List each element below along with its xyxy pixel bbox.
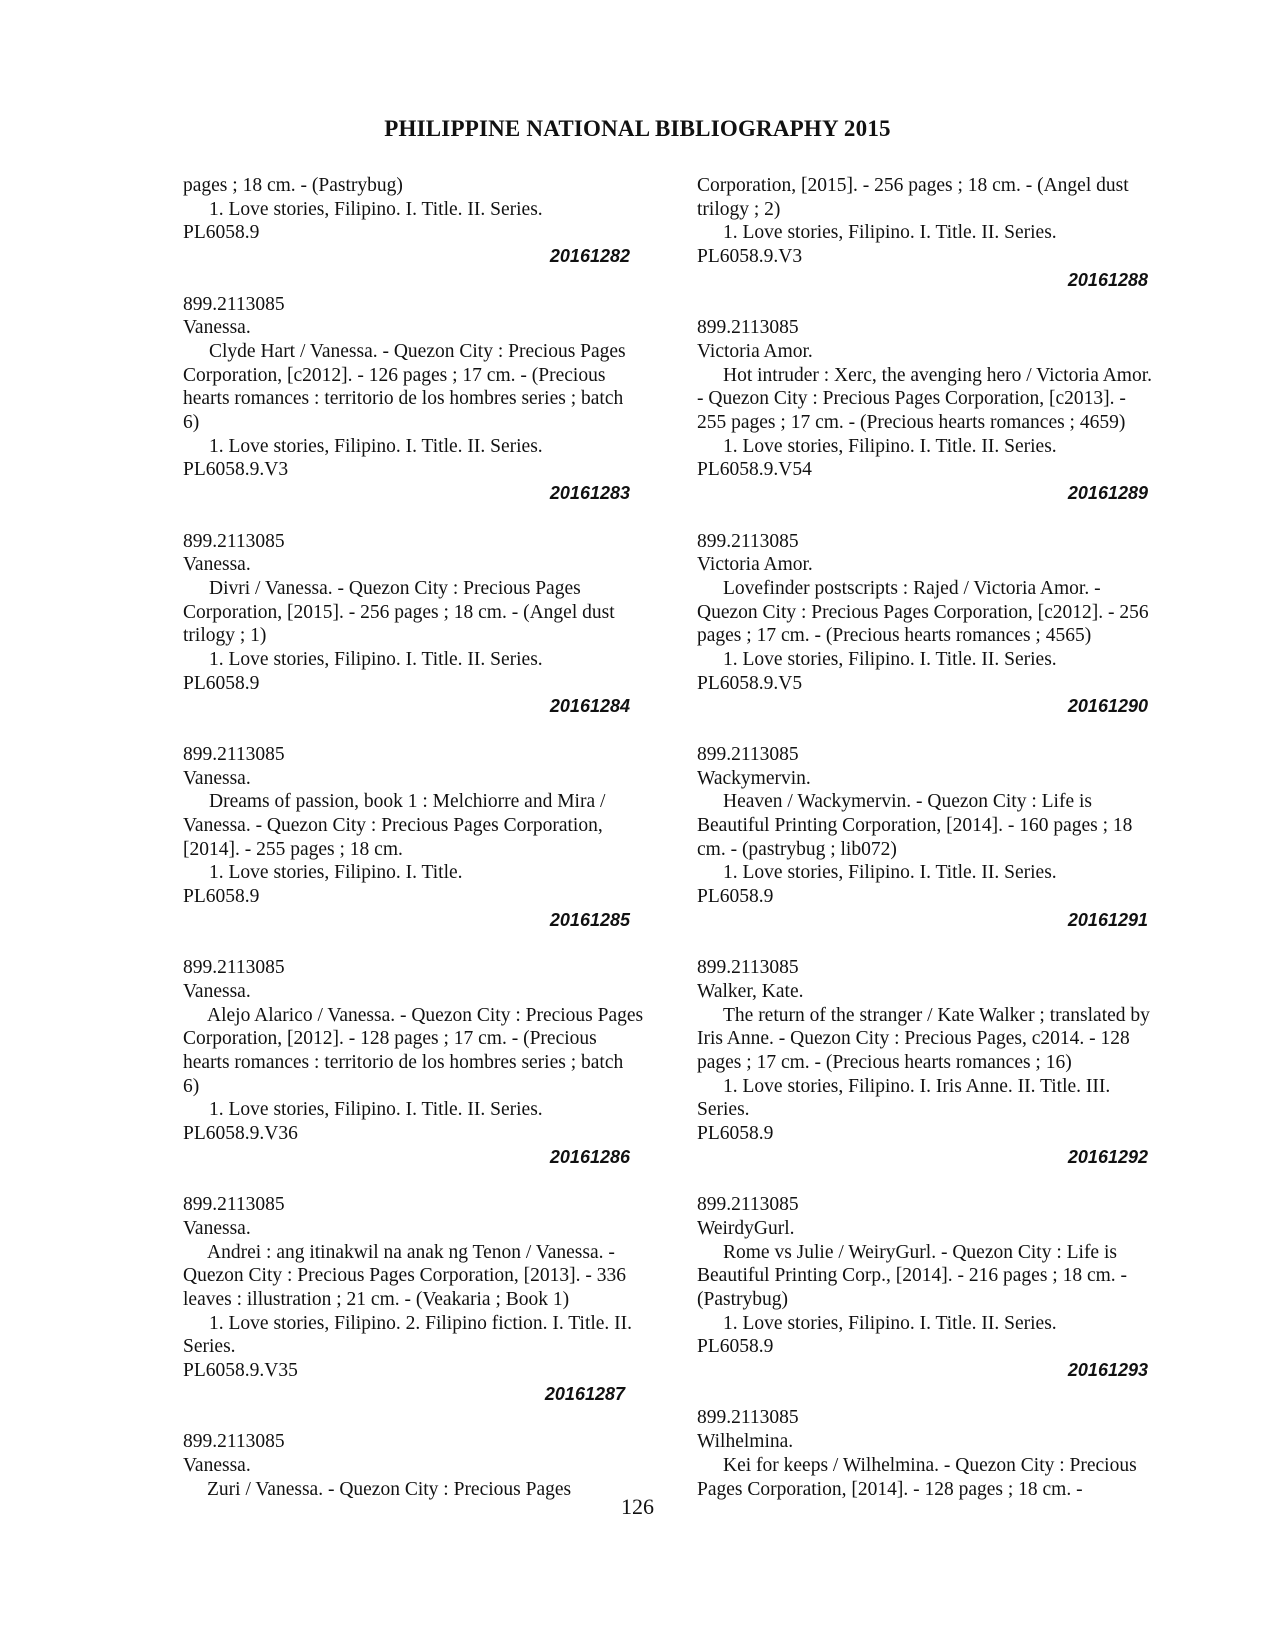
entry-call-number: PL6058.9.V54 (697, 459, 812, 481)
entry-description: Kei for keeps / Wilhelmina. - Quezon City : Precious (723, 1454, 1137, 1476)
entry-description: 6) (183, 412, 200, 434)
entry-description: Beautiful Printing Corporation, [2014]. - 160 pages ; 18 (697, 814, 1133, 836)
entry-call-number: PL6058.9.V3 (697, 246, 803, 268)
entry-classification: 899.2113085 (183, 293, 285, 315)
entry-subjects: Series. (183, 1336, 236, 1358)
entry-call-number: PL6058.9 (697, 886, 774, 908)
entry-continued (697, 174, 1192, 293)
entry-classification: 899.2113085 (183, 1194, 285, 1216)
bibliography-entry (183, 293, 668, 506)
entry-description: Quezon City : Precious Pages Corporation, [2013]. - 336 (183, 1265, 627, 1287)
entry-author: Vanessa. (183, 554, 251, 576)
entry-description: hearts romances : territorio de los hombres series ; batch (183, 1051, 624, 1073)
entry-classification: 899.2113085 (697, 317, 799, 339)
bibliography-entry (183, 743, 668, 933)
page-number: 126 (621, 1494, 654, 1519)
entry-call-number: PL6058.9 (183, 222, 260, 244)
entry-description: Andrei : ang itinakwil na anak ng Tenon / Vanessa. - (207, 1241, 615, 1263)
entry-record-number: 20161291 (1067, 909, 1148, 930)
entry-continued (183, 174, 668, 269)
entry-record-number: 20161287 (544, 1383, 625, 1404)
bibliography-entry (697, 530, 1192, 720)
entry-subjects: 1. Love stories, Filipino. I. Title. II. Series. (723, 1312, 1057, 1334)
entry-description: Quezon City : Precious Pages Corporation, [c2012]. - 256 (697, 601, 1149, 623)
entry-description: Divri / Vanessa. - Quezon City : Precious Pages (209, 577, 581, 599)
entry-description: Alejo Alarico / Vanessa. - Quezon City : Precious Pages (207, 1004, 644, 1026)
entry-call-number: PL6058.9.V5 (697, 672, 803, 694)
entry-description: 6) (183, 1075, 200, 1097)
entry-description: 255 pages ; 17 cm. - (Precious hearts romances ; 4659) (697, 412, 1126, 434)
entry-author: Vanessa. (183, 317, 251, 339)
entry-description: Beautiful Printing Corp., [2014]. - 216 pages ; 18 cm. - (697, 1265, 1128, 1287)
entry-description: leaves : illustration ; 21 cm. - (Veakaria ; Book 1) (183, 1288, 570, 1310)
entry-record-number: 20161289 (1067, 483, 1148, 504)
entry-description: cm. - (pastrybug ; lib072) (697, 838, 897, 860)
entry-description: Clyde Hart / Vanessa. - Quezon City : Precious Pages (209, 340, 626, 362)
entry-subjects: 1. Love stories, Filipino. I. Title. II. Series. (209, 1099, 543, 1121)
page-title: PHILIPPINE NATIONAL BIBLIOGRAPHY 2015 (384, 116, 891, 141)
entry-subjects: 1. Love stories, Filipino. I. Title. (209, 862, 463, 884)
entry-description: Iris Anne. - Quezon City : Precious Pages, c2014. - 128 (697, 1028, 1130, 1050)
entry-classification: 899.2113085 (183, 1431, 285, 1453)
bibliography-entry (697, 1193, 1192, 1383)
entry-author: Vanessa. (183, 767, 251, 789)
bibliography-entry (697, 956, 1192, 1169)
entry-description: Corporation, [2015]. - 256 pages ; 18 cm. - (Angel dust (183, 601, 615, 623)
entry-description: Corporation, [2015]. - 256 pages ; 18 cm. - (Angel dust (697, 175, 1129, 196)
entry-record-number: 20161284 (549, 696, 630, 717)
entry-author: Wilhelmina. (697, 1431, 794, 1453)
right-column (697, 174, 1192, 1501)
entry-description: Corporation, [2012]. - 128 pages ; 17 cm. - (Precious (183, 1028, 597, 1050)
entry-author: Victoria Amor. (697, 554, 813, 576)
bibliography-entry (183, 530, 668, 720)
bibliography-entry (183, 1430, 668, 1501)
entry-description: Rome vs Julie / WeiryGurl. - Quezon City : Life is (723, 1241, 1117, 1263)
entry-classification: 899.2113085 (697, 1194, 799, 1216)
entry-description: Hot intruder : Xerc, the avenging hero / Victoria Amor. (723, 364, 1152, 386)
entry-description: Heaven / Wackymervin. - Quezon City : Life is (723, 791, 1093, 813)
entry-description: pages ; 17 cm. - (Precious hearts romances ; 16) (697, 1051, 1072, 1073)
entry-classification: 899.2113085 (183, 530, 285, 552)
entry-call-number: PL6058.9.V35 (183, 1360, 298, 1382)
entry-subjects: 1. Love stories, Filipino. I. Title. II. Series. (209, 649, 543, 671)
bibliography-entry (697, 316, 1192, 506)
entry-record-number: 20161292 (1067, 1146, 1148, 1167)
entry-classification: 899.2113085 (183, 957, 285, 979)
entry-description: hearts romances : territorio de los hombres series ; batch (183, 388, 624, 410)
entry-subjects: 1. Love stories, Filipino. 2. Filipino fiction. I. Title. II. (209, 1312, 633, 1334)
entry-classification: 899.2113085 (697, 957, 799, 979)
entry-record-number: 20161285 (549, 909, 630, 930)
entry-call-number: PL6058.9 (183, 672, 260, 694)
entry-subjects: 1. Love stories, Filipino. I. Iris Anne. II. Title. III. (723, 1075, 1111, 1097)
entry-record-number: 20161282 (549, 246, 630, 267)
entry-subjects: Series. (697, 1099, 750, 1121)
entry-subjects: 1. Love stories, Filipino. I. Title. II. Series. (723, 435, 1057, 457)
bibliography-entry (697, 1406, 1192, 1501)
entry-description: Dreams of passion, book 1 : Melchiorre and Mira / (209, 791, 606, 813)
entry-description: Pages Corporation, [2014]. - 128 pages ; 18 cm. - (697, 1478, 1083, 1500)
entry-classification: 899.2113085 (697, 530, 799, 552)
entry-description: pages ; 17 cm. - (Precious hearts romances ; 4565) (697, 625, 1092, 647)
entry-classification: 899.2113085 (697, 1407, 799, 1429)
entry-subjects: 1. Love stories, Filipino. I. Title. II. Series. (723, 222, 1057, 244)
entry-subjects: 1. Love stories, Filipino. I. Title. II. Series. (723, 862, 1057, 884)
bibliography-entry (183, 956, 668, 1169)
entry-record-number: 20161286 (549, 1146, 630, 1167)
entry-record-number: 20161288 (1067, 269, 1148, 290)
entry-subjects: 1. Love stories, Filipino. I. Title. II. Series. (723, 649, 1057, 671)
bibliography-entry (697, 743, 1192, 933)
entry-record-number: 20161293 (1067, 1360, 1148, 1381)
entry-call-number: PL6058.9.V3 (183, 459, 289, 481)
entry-record-number: 20161283 (549, 483, 630, 504)
entry-author: Vanessa. (183, 1217, 251, 1239)
entry-subjects: 1. Love stories, Filipino. I. Title. II. Series. (209, 198, 543, 220)
entry-classification: 899.2113085 (183, 743, 285, 765)
entry-description: [2014]. - 255 pages ; 18 cm. (183, 838, 403, 860)
bibliography-entry (183, 1193, 668, 1406)
entry-description: (Pastrybug) (697, 1288, 788, 1310)
entry-description: Corporation, [c2012]. - 126 pages ; 17 cm. - (Precious (183, 364, 606, 386)
entry-author: Vanessa. (183, 1454, 251, 1476)
entry-description: Zuri / Vanessa. - Quezon City : Precious Pages (207, 1478, 572, 1500)
entry-record-number: 20161290 (1067, 696, 1148, 717)
entry-author: Victoria Amor. (697, 340, 813, 362)
entry-call-number: PL6058.9 (697, 1336, 774, 1358)
entry-classification: 899.2113085 (697, 743, 799, 765)
entry-description: Vanessa. - Quezon City : Precious Pages Corporation, (183, 814, 603, 836)
entry-call-number: PL6058.9 (697, 1123, 774, 1145)
entry-description: trilogy ; 1) (183, 625, 267, 647)
entry-author: Walker, Kate. (697, 980, 804, 1002)
entry-call-number: PL6058.9 (183, 886, 260, 908)
entry-author: Vanessa. (183, 980, 251, 1002)
entry-description: Lovefinder postscripts : Rajed / Victoria Amor. - (723, 577, 1101, 599)
entry-description: - Quezon City : Precious Pages Corporation, [c2013]. - (697, 388, 1126, 410)
left-column (183, 174, 668, 1501)
entry-author: Wackymervin. (697, 767, 811, 789)
entry-author: WeirdyGurl. (697, 1217, 795, 1239)
entry-description: pages ; 18 cm. - (Pastrybug) (183, 175, 403, 196)
entry-subjects: 1. Love stories, Filipino. I. Title. II. Series. (209, 435, 543, 457)
entry-description: The return of the stranger / Kate Walker ; translated by (723, 1004, 1150, 1026)
entry-description: trilogy ; 2) (697, 198, 781, 220)
entry-call-number: PL6058.9.V36 (183, 1123, 298, 1145)
